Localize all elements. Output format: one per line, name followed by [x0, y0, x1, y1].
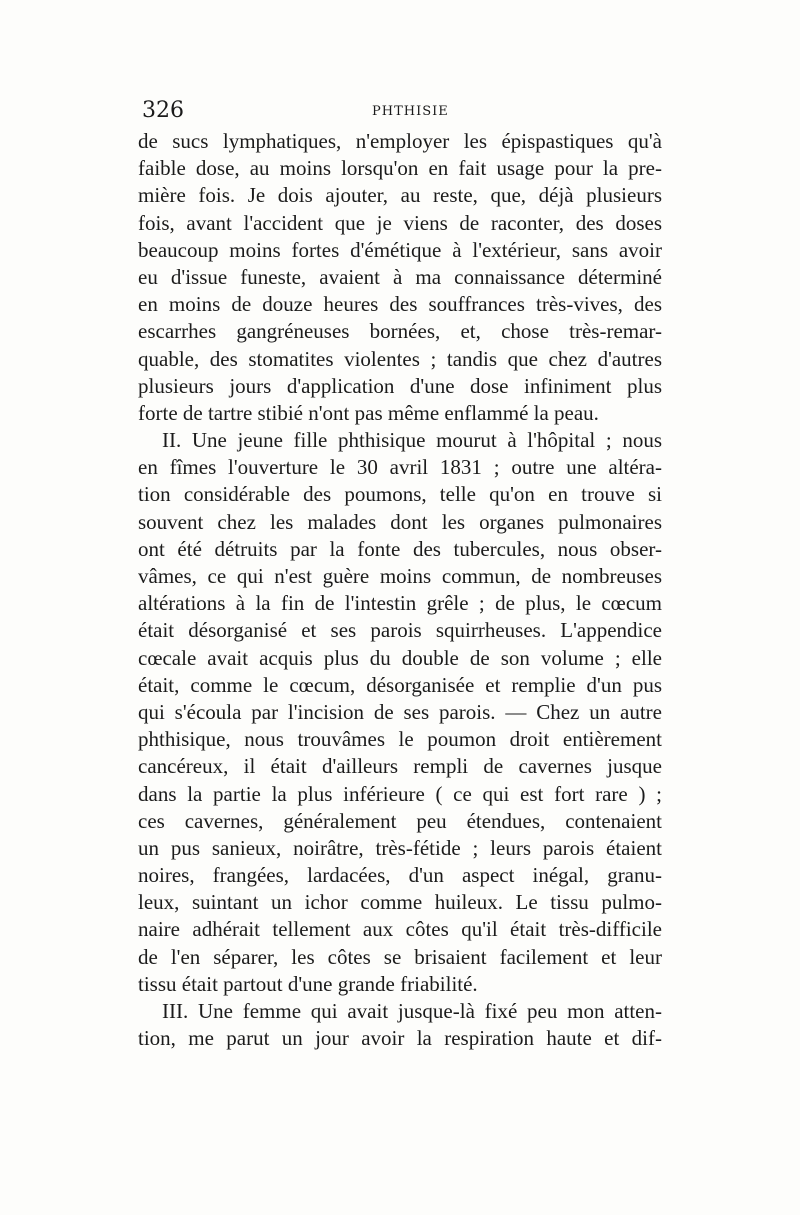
text-line: en moins de douze heures des souffrances très-vives, des	[138, 292, 662, 317]
text-line: en fîmes l'ouverture le 30 avril 1831 ; outre une altéra-	[138, 455, 662, 480]
paragraph-start-line: II. Une jeune fille phthisique mourut à l'hôpital ; nous	[162, 428, 662, 453]
text-line: mière fois. Je dois ajouter, au reste, que, déjà plusieurs	[138, 183, 662, 208]
text-line: noires, frangées, lardacées, d'un aspect inégal, granu-	[138, 863, 662, 888]
text-line: eu d'issue funeste, avaient à ma connaissance déterminé	[138, 264, 662, 289]
text-line: tion considérable des poumons, telle qu'on en trouve si	[138, 482, 662, 507]
text-line: souvent chez les malades dont les organes pulmonaires	[138, 509, 662, 534]
text-line: cœcale avait acquis plus du double de son volume ; elle	[138, 645, 662, 670]
text-line: tion, me parut un jour avoir la respiration haute et dif-	[138, 1026, 662, 1051]
text-line: naire adhérait tellement aux côtes qu'il était très-difficile	[138, 917, 662, 942]
body-text	[138, 128, 662, 1052]
text-line: beaucoup moins fortes d'émétique à l'extérieur, sans avoir	[138, 237, 662, 262]
text-line: de sucs lymphatiques, n'employer les épispastiques qu'à	[138, 129, 662, 153]
text-line: phthisique, nous trouvâmes le poumon droit entièrement	[138, 727, 662, 752]
text-line: plusieurs jours d'application d'une dose infiniment plus	[138, 373, 662, 398]
paragraph-start-line: III. Une femme qui avait jusque-là fixé peu mon atten-	[162, 999, 662, 1023]
text-line: forte de tartre stibié n'ont pas même enflammé la peau.	[138, 400, 599, 425]
text-line: tissu était partout d'une grande friabilité.	[138, 971, 478, 996]
text-line: de l'en séparer, les côtes se brisaient facilement et leur	[138, 944, 662, 969]
page-number: 326	[142, 98, 184, 123]
text-line: ces cavernes, généralement peu étendues, contenaient	[138, 808, 662, 833]
text-line: quable, des stomatites violentes ; tandis que chez d'autres	[138, 346, 662, 371]
text-line: était désorganisé et ses parois squirrheuses. L'appendice	[138, 618, 662, 643]
text-line: ont été détruits par la fonte des tubercules, nous obser-	[138, 536, 662, 561]
text-line: altérations à la fin de l'intestin grêle ; de plus, le cœcum	[138, 591, 662, 616]
running-title: PHTHISIE	[372, 104, 449, 119]
text-line: escarrhes gangréneuses bornées, et, chose très-remar-	[138, 319, 662, 344]
text-line: leux, suintant un ichor comme huileux. Le tissu pulmo-	[138, 890, 662, 915]
text-line: fois, avant l'accident que je viens de raconter, des doses	[138, 210, 662, 235]
text-line: faible dose, au moins lorsqu'on en fait usage pour la pre-	[138, 156, 662, 181]
text-line: dans la partie la plus inférieure ( ce qui est fort rare ) ;	[138, 781, 662, 806]
text-line: un pus sanieux, noirâtre, très-fétide ; leurs parois étaient	[138, 835, 662, 860]
text-line: cancéreux, il était d'ailleurs rempli de cavernes jusque	[138, 754, 662, 779]
page-header	[142, 98, 660, 128]
text-line: était, comme le cœcum, désorganisée et remplie d'un pus	[138, 672, 662, 697]
text-line: qui s'écoula par l'incision de ses parois. — Chez un autre	[138, 699, 662, 724]
text-line: vâmes, ce qui n'est guère moins commun, de nombreuses	[138, 564, 662, 588]
